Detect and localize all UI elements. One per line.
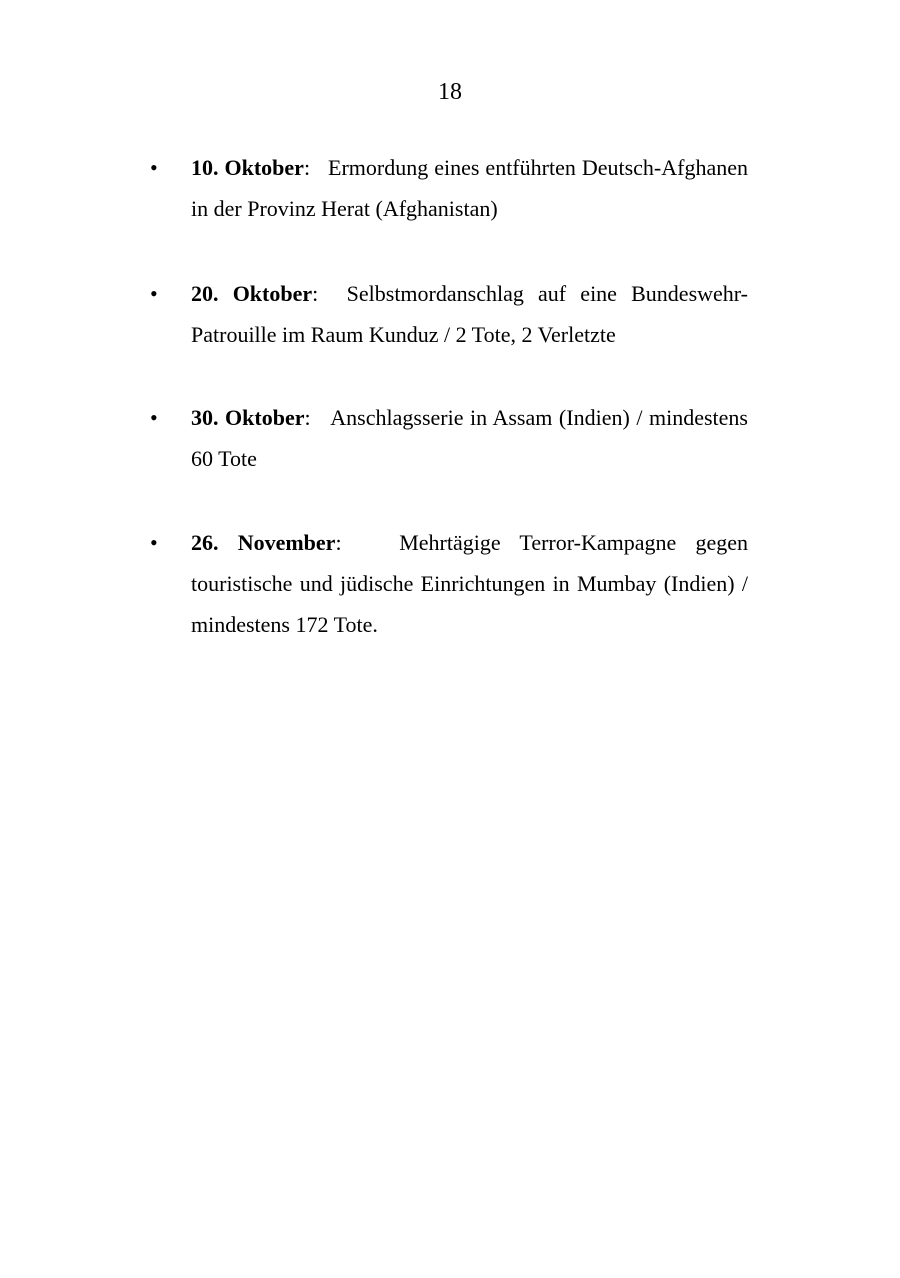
event-description: Ermordung eines entführten Deutsch-Afghanen in der Provinz Herat (Afghanistan) <box>191 155 748 221</box>
list-item-content <box>191 522 748 645</box>
list-item <box>150 522 748 645</box>
list-item-content <box>191 397 748 479</box>
event-description: Anschlagsserie in Assam (Indien) / mindestens 60 Tote <box>191 405 748 471</box>
list-item-content <box>191 147 748 229</box>
event-date: 30. Oktober <box>191 405 305 430</box>
event-date: 10. Oktober <box>191 155 304 180</box>
list-item <box>150 147 748 229</box>
list-item-content <box>191 273 748 355</box>
list-item <box>150 397 748 479</box>
page-number: 18 <box>438 79 462 105</box>
bullet-icon: • <box>150 405 158 430</box>
bullet-icon: • <box>150 281 158 306</box>
event-date: 26. November <box>191 530 336 555</box>
bullet-icon: • <box>150 155 158 180</box>
date-separator: : <box>335 530 342 555</box>
event-description: Selbstmordanschlag auf eine Bundeswehr-Patrouille im Raum Kunduz / 2 Tote, 2 Verletzte <box>191 281 748 347</box>
date-separator: : <box>312 281 319 306</box>
list-item <box>150 273 748 355</box>
event-date: 20. Oktober <box>191 281 313 306</box>
event-description: Mehrtägige Terror-Kampagne gegen touristische und jüdische Einrichtungen in Mumbay (Indien) / mindestens 172 Tote. <box>191 530 748 637</box>
date-separator: : <box>303 155 311 180</box>
date-separator: : <box>304 405 311 430</box>
bullet-icon: • <box>150 530 158 555</box>
